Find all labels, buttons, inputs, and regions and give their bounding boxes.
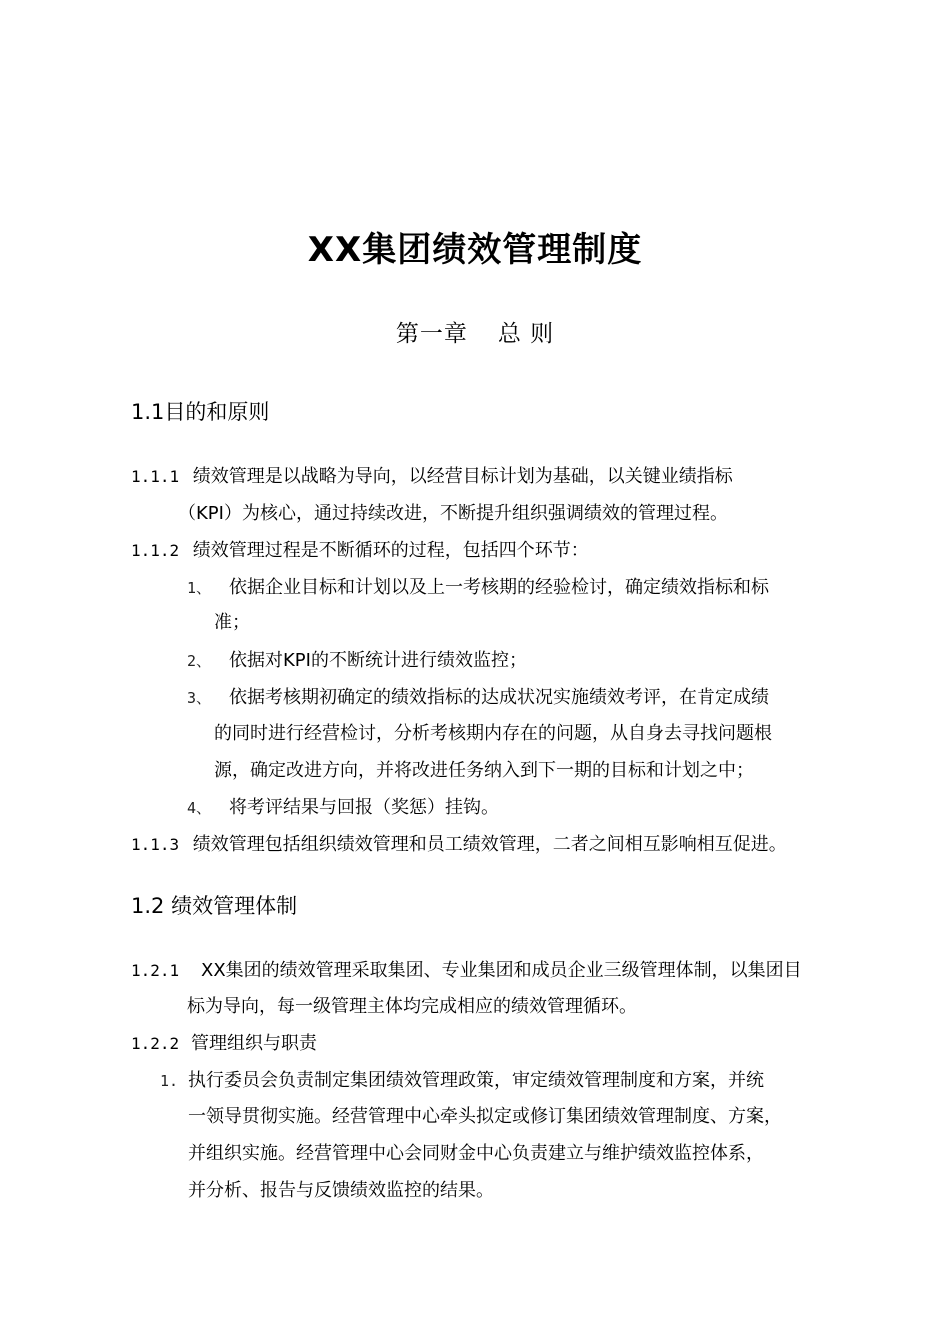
list-text: 依据对KPI的不断统计进行绩效监控； [229,650,527,671]
list-marker: 1. [160,1072,179,1090]
list-text: 将考评结果与回报（奖惩）挂钩。 [229,797,499,818]
list-item-1 [187,573,769,603]
document-title: XX集团绩效管理制度 [307,230,643,270]
clause-text: 绩效管理是以战略为导向，以经营目标计划为基础，以关键业绩指标 [192,466,733,487]
chapter-name: 总 则 [497,321,555,347]
clause-text: 绩效管理包括组织绩效管理和员工绩效管理，二者之间相互影响相互促进。 [192,834,787,855]
list-marker: 1、 [187,579,212,597]
clause-text: 管理组织与职责 [191,1033,317,1054]
list-marker: 3、 [187,689,212,707]
duty-item-1-continued-3: 并分析、报告与反馈绩效监控的结果。 [188,1180,494,1201]
clause-1-1-1-continued: （KPI）为核心，通过持续改进，不断提升组织强调绩效的管理过程。 [178,503,728,524]
chapter-heading [0,316,950,352]
clause-number: 1.1.1 [131,467,180,486]
clause-number: 1.1.2 [131,541,180,560]
clause-text: 绩效管理过程是不断循环的过程，包括四个环节： [192,540,589,561]
clause-1-1-3 [131,830,787,860]
duty-item-1-continued: 一领导贯彻实施。经营管理中心牵头拟定或修订集团绩效管理制度、方案， [188,1106,782,1127]
list-item-3-continued-2: 源，确定改进方向，并将改进任务纳入到下一期的目标和计划之中； [214,760,754,781]
list-item-4 [187,793,499,823]
list-text: 执行委员会负责制定集团绩效管理政策，审定绩效管理制度和方案，并统 [188,1070,764,1091]
clause-number: 1.2.1 [131,961,180,980]
list-item-1-continued: 准； [214,612,250,633]
section-heading-1-2: 1.2 绩效管理体制 [131,894,298,918]
list-text: 依据考核期初确定的绩效指标的达成状况实施绩效考评，在肯定成绩 [229,687,769,708]
chapter-label: 第一章 [395,321,468,347]
clause-1-1-1 [131,462,733,492]
list-marker: 4、 [187,799,212,817]
section-heading-1-1: 1.1目的和原则 [131,400,270,424]
clause-1-2-2 [131,1029,317,1059]
list-item-3 [187,683,769,713]
list-item-2 [187,646,527,676]
clause-number: 1.2.2 [131,1034,180,1053]
clause-1-2-1-continued: 标为导向，每一级管理主体均完成相应的绩效管理循环。 [187,996,637,1017]
list-marker: 2、 [187,652,212,670]
list-text: 依据企业目标和计划以及上一考核期的经验检讨，确定绩效指标和标 [229,577,769,598]
duty-item-1 [160,1066,764,1096]
clause-text: XX集团的绩效管理采取集团、专业集团和成员企业三级管理体制，以集团目 [201,960,802,981]
clause-number: 1.1.3 [131,835,180,854]
duty-item-1-continued-2: 并组织实施。经营管理中心会同财金中心负责建立与维护绩效监控体系， [188,1143,764,1164]
clause-1-1-2 [131,536,589,566]
clause-1-2-1 [131,956,802,986]
list-item-3-continued: 的同时进行经营检讨，分析考核期内存在的问题，从自身去寻找问题根 [214,723,772,744]
